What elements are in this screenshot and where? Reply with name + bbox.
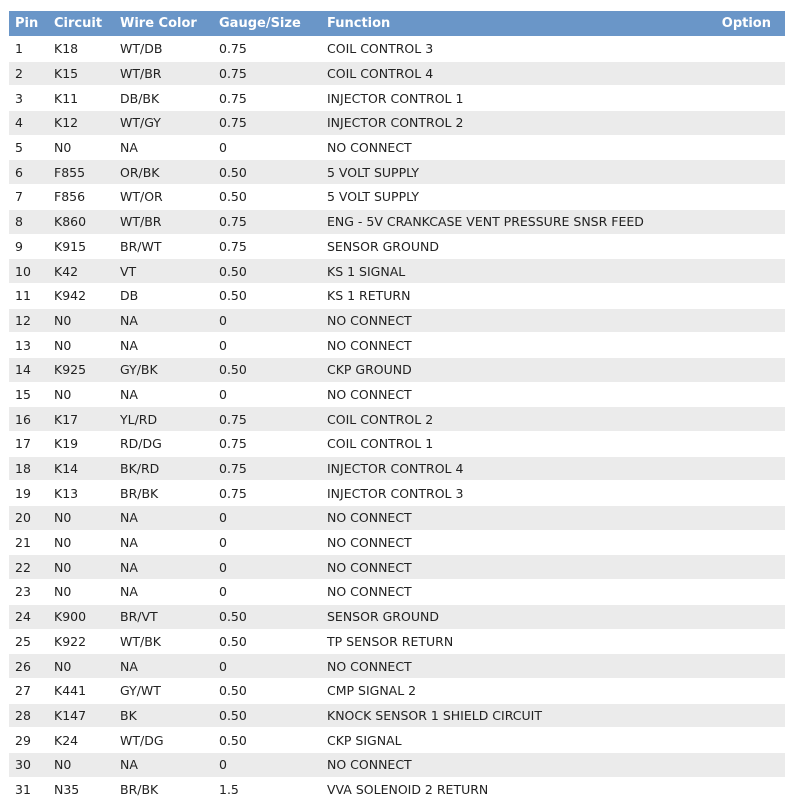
- cell-pin: 3: [9, 86, 48, 111]
- cell-gauge: 0.75: [213, 86, 321, 111]
- cell-wire-color: WT/DB: [114, 37, 213, 62]
- cell-pin: 17: [9, 432, 48, 457]
- cell-option: [709, 777, 785, 802]
- cell-circuit: F856: [48, 185, 114, 210]
- cell-pin: 4: [9, 111, 48, 136]
- cell-pin: 20: [9, 506, 48, 531]
- cell-wire-color: WT/BK: [114, 629, 213, 654]
- cell-pin: 19: [9, 481, 48, 506]
- cell-function: INJECTOR CONTROL 3: [321, 481, 709, 506]
- cell-option: [709, 160, 785, 185]
- cell-option: [709, 259, 785, 284]
- header-function: Function: [321, 11, 709, 37]
- cell-wire-color: NA: [114, 580, 213, 605]
- cell-circuit: K15: [48, 61, 114, 86]
- cell-pin: 23: [9, 580, 48, 605]
- cell-wire-color: BR/BK: [114, 777, 213, 802]
- cell-wire-color: BK/RD: [114, 456, 213, 481]
- cell-wire-color: YL/RD: [114, 407, 213, 432]
- cell-pin: 2: [9, 61, 48, 86]
- cell-gauge: 0: [213, 333, 321, 358]
- cell-circuit: N0: [48, 580, 114, 605]
- table-row: [9, 777, 785, 802]
- table-row: [9, 382, 785, 407]
- cell-circuit: K11: [48, 86, 114, 111]
- cell-function: 5 VOLT SUPPLY: [321, 160, 709, 185]
- table-row: [9, 259, 785, 284]
- cell-function: KS 1 SIGNAL: [321, 259, 709, 284]
- cell-option: [709, 333, 785, 358]
- cell-gauge: 0.50: [213, 160, 321, 185]
- cell-option: [709, 61, 785, 86]
- cell-wire-color: WT/DG: [114, 728, 213, 753]
- cell-function: KS 1 RETURN: [321, 283, 709, 308]
- cell-wire-color: WT/GY: [114, 111, 213, 136]
- cell-circuit: K942: [48, 283, 114, 308]
- cell-gauge: 0.75: [213, 456, 321, 481]
- cell-circuit: K17: [48, 407, 114, 432]
- cell-function: COIL CONTROL 2: [321, 407, 709, 432]
- table-row: [9, 185, 785, 210]
- cell-function: NO CONNECT: [321, 135, 709, 160]
- cell-wire-color: NA: [114, 530, 213, 555]
- cell-wire-color: NA: [114, 135, 213, 160]
- cell-circuit: N0: [48, 555, 114, 580]
- table-row: [9, 752, 785, 777]
- cell-gauge: 0: [213, 555, 321, 580]
- cell-gauge: 0.75: [213, 37, 321, 62]
- cell-function: COIL CONTROL 4: [321, 61, 709, 86]
- table-row: [9, 506, 785, 531]
- cell-pin: 8: [9, 209, 48, 234]
- cell-option: [709, 209, 785, 234]
- cell-pin: 1: [9, 37, 48, 62]
- table-row: [9, 530, 785, 555]
- table-row: [9, 86, 785, 111]
- cell-wire-color: VT: [114, 259, 213, 284]
- cell-option: [709, 752, 785, 777]
- cell-circuit: N0: [48, 506, 114, 531]
- cell-wire-color: DB/BK: [114, 86, 213, 111]
- cell-pin: 18: [9, 456, 48, 481]
- cell-option: [709, 530, 785, 555]
- table-row: [9, 37, 785, 62]
- header-wire-color: Wire Color: [114, 11, 213, 37]
- cell-wire-color: BK: [114, 703, 213, 728]
- cell-pin: 7: [9, 185, 48, 210]
- cell-pin: 31: [9, 777, 48, 802]
- cell-circuit: N0: [48, 308, 114, 333]
- cell-gauge: 0.50: [213, 703, 321, 728]
- cell-pin: 13: [9, 333, 48, 358]
- cell-function: INJECTOR CONTROL 1: [321, 86, 709, 111]
- cell-function: VVA SOLENOID 2 RETURN: [321, 777, 709, 802]
- cell-gauge: 0.50: [213, 678, 321, 703]
- table-row: [9, 135, 785, 160]
- cell-function: NO CONNECT: [321, 555, 709, 580]
- table-row: [9, 703, 785, 728]
- table-row: [9, 654, 785, 679]
- cell-option: [709, 111, 785, 136]
- cell-gauge: 0.50: [213, 283, 321, 308]
- table-row: [9, 456, 785, 481]
- cell-function: NO CONNECT: [321, 333, 709, 358]
- cell-pin: 21: [9, 530, 48, 555]
- cell-circuit: K18: [48, 37, 114, 62]
- cell-function: ENG - 5V CRANKCASE VENT PRESSURE SNSR FEED: [321, 209, 709, 234]
- cell-circuit: K860: [48, 209, 114, 234]
- cell-pin: 16: [9, 407, 48, 432]
- cell-pin: 22: [9, 555, 48, 580]
- cell-function: NO CONNECT: [321, 382, 709, 407]
- table-row: [9, 111, 785, 136]
- cell-pin: 14: [9, 357, 48, 382]
- cell-pin: 9: [9, 234, 48, 259]
- cell-option: [709, 456, 785, 481]
- cell-gauge: 0.50: [213, 728, 321, 753]
- cell-gauge: 0.75: [213, 61, 321, 86]
- cell-option: [709, 728, 785, 753]
- table-row: [9, 678, 785, 703]
- cell-wire-color: NA: [114, 382, 213, 407]
- cell-circuit: K925: [48, 357, 114, 382]
- cell-option: [709, 654, 785, 679]
- cell-function: SENSOR GROUND: [321, 234, 709, 259]
- table-row: [9, 357, 785, 382]
- cell-pin: 12: [9, 308, 48, 333]
- cell-pin: 6: [9, 160, 48, 185]
- cell-option: [709, 678, 785, 703]
- cell-wire-color: NA: [114, 333, 213, 358]
- table-row: [9, 629, 785, 654]
- cell-function: INJECTOR CONTROL 4: [321, 456, 709, 481]
- table-header: [9, 11, 785, 37]
- cell-option: [709, 37, 785, 62]
- table-row: [9, 333, 785, 358]
- cell-function: NO CONNECT: [321, 654, 709, 679]
- cell-circuit: K24: [48, 728, 114, 753]
- cell-wire-color: WT/BR: [114, 61, 213, 86]
- cell-option: [709, 703, 785, 728]
- cell-pin: 30: [9, 752, 48, 777]
- cell-wire-color: NA: [114, 506, 213, 531]
- cell-wire-color: GY/BK: [114, 357, 213, 382]
- cell-pin: 27: [9, 678, 48, 703]
- cell-wire-color: GY/WT: [114, 678, 213, 703]
- cell-pin: 26: [9, 654, 48, 679]
- table-row: [9, 728, 785, 753]
- cell-option: [709, 382, 785, 407]
- cell-option: [709, 135, 785, 160]
- cell-option: [709, 580, 785, 605]
- cell-function: NO CONNECT: [321, 506, 709, 531]
- cell-function: NO CONNECT: [321, 580, 709, 605]
- table-row: [9, 209, 785, 234]
- cell-gauge: 0.75: [213, 234, 321, 259]
- cell-circuit: K42: [48, 259, 114, 284]
- cell-function: CKP SIGNAL: [321, 728, 709, 753]
- cell-wire-color: NA: [114, 654, 213, 679]
- cell-circuit: N0: [48, 333, 114, 358]
- cell-wire-color: BR/BK: [114, 481, 213, 506]
- cell-wire-color: WT/OR: [114, 185, 213, 210]
- cell-option: [709, 506, 785, 531]
- cell-function: COIL CONTROL 3: [321, 37, 709, 62]
- cell-wire-color: NA: [114, 308, 213, 333]
- cell-option: [709, 555, 785, 580]
- cell-gauge: 0.75: [213, 111, 321, 136]
- cell-wire-color: DB: [114, 283, 213, 308]
- cell-gauge: 0: [213, 382, 321, 407]
- cell-gauge: 1.5: [213, 777, 321, 802]
- table-row: [9, 234, 785, 259]
- cell-pin: 15: [9, 382, 48, 407]
- table-row: [9, 283, 785, 308]
- cell-wire-color: BR/VT: [114, 604, 213, 629]
- cell-gauge: 0: [213, 506, 321, 531]
- cell-gauge: 0.50: [213, 629, 321, 654]
- cell-function: KNOCK SENSOR 1 SHIELD CIRCUIT: [321, 703, 709, 728]
- cell-gauge: 0.75: [213, 209, 321, 234]
- table-row: [9, 580, 785, 605]
- cell-circuit: N0: [48, 752, 114, 777]
- cell-gauge: 0: [213, 530, 321, 555]
- cell-function: CKP GROUND: [321, 357, 709, 382]
- cell-gauge: 0: [213, 308, 321, 333]
- cell-wire-color: RD/DG: [114, 432, 213, 457]
- cell-gauge: 0.50: [213, 259, 321, 284]
- table-row: [9, 160, 785, 185]
- cell-option: [709, 407, 785, 432]
- cell-circuit: K12: [48, 111, 114, 136]
- cell-circuit: K922: [48, 629, 114, 654]
- cell-pin: 5: [9, 135, 48, 160]
- cell-option: [709, 604, 785, 629]
- cell-pin: 11: [9, 283, 48, 308]
- cell-option: [709, 234, 785, 259]
- table-row: [9, 432, 785, 457]
- header-row: [9, 11, 785, 37]
- cell-gauge: 0: [213, 580, 321, 605]
- cell-function: SENSOR GROUND: [321, 604, 709, 629]
- cell-gauge: 0: [213, 135, 321, 160]
- header-pin: Pin: [9, 11, 48, 37]
- cell-gauge: 0: [213, 654, 321, 679]
- cell-pin: 25: [9, 629, 48, 654]
- cell-pin: 29: [9, 728, 48, 753]
- cell-function: NO CONNECT: [321, 308, 709, 333]
- cell-function: TP SENSOR RETURN: [321, 629, 709, 654]
- cell-wire-color: NA: [114, 752, 213, 777]
- table-row: [9, 61, 785, 86]
- table-body: [9, 37, 785, 802]
- cell-circuit: N0: [48, 135, 114, 160]
- cell-gauge: 0.50: [213, 357, 321, 382]
- cell-circuit: K900: [48, 604, 114, 629]
- cell-option: [709, 308, 785, 333]
- header-circuit: Circuit: [48, 11, 114, 37]
- table-row: [9, 604, 785, 629]
- cell-gauge: 0: [213, 752, 321, 777]
- table-row: [9, 481, 785, 506]
- cell-function: CMP SIGNAL 2: [321, 678, 709, 703]
- cell-circuit: K13: [48, 481, 114, 506]
- cell-function: NO CONNECT: [321, 530, 709, 555]
- cell-option: [709, 629, 785, 654]
- cell-circuit: N35: [48, 777, 114, 802]
- pinout-table: [9, 11, 785, 802]
- cell-wire-color: NA: [114, 555, 213, 580]
- cell-pin: 10: [9, 259, 48, 284]
- cell-gauge: 0.75: [213, 432, 321, 457]
- cell-circuit: N0: [48, 382, 114, 407]
- cell-option: [709, 86, 785, 111]
- header-option: Option: [709, 11, 785, 37]
- cell-gauge: 0.50: [213, 185, 321, 210]
- cell-circuit: N0: [48, 530, 114, 555]
- cell-wire-color: OR/BK: [114, 160, 213, 185]
- cell-circuit: F855: [48, 160, 114, 185]
- cell-function: INJECTOR CONTROL 2: [321, 111, 709, 136]
- cell-wire-color: WT/BR: [114, 209, 213, 234]
- cell-circuit: K19: [48, 432, 114, 457]
- cell-function: COIL CONTROL 1: [321, 432, 709, 457]
- cell-option: [709, 481, 785, 506]
- cell-circuit: K915: [48, 234, 114, 259]
- cell-gauge: 0.75: [213, 407, 321, 432]
- cell-pin: 28: [9, 703, 48, 728]
- cell-gauge: 0.50: [213, 604, 321, 629]
- table-row: [9, 407, 785, 432]
- cell-option: [709, 357, 785, 382]
- cell-function: NO CONNECT: [321, 752, 709, 777]
- cell-circuit: K441: [48, 678, 114, 703]
- cell-option: [709, 185, 785, 210]
- table-row: [9, 308, 785, 333]
- cell-gauge: 0.75: [213, 481, 321, 506]
- cell-circuit: K14: [48, 456, 114, 481]
- cell-wire-color: BR/WT: [114, 234, 213, 259]
- header-gauge: Gauge/Size: [213, 11, 321, 37]
- cell-function: 5 VOLT SUPPLY: [321, 185, 709, 210]
- table-row: [9, 555, 785, 580]
- cell-circuit: N0: [48, 654, 114, 679]
- cell-option: [709, 432, 785, 457]
- cell-pin: 24: [9, 604, 48, 629]
- cell-circuit: K147: [48, 703, 114, 728]
- cell-option: [709, 283, 785, 308]
